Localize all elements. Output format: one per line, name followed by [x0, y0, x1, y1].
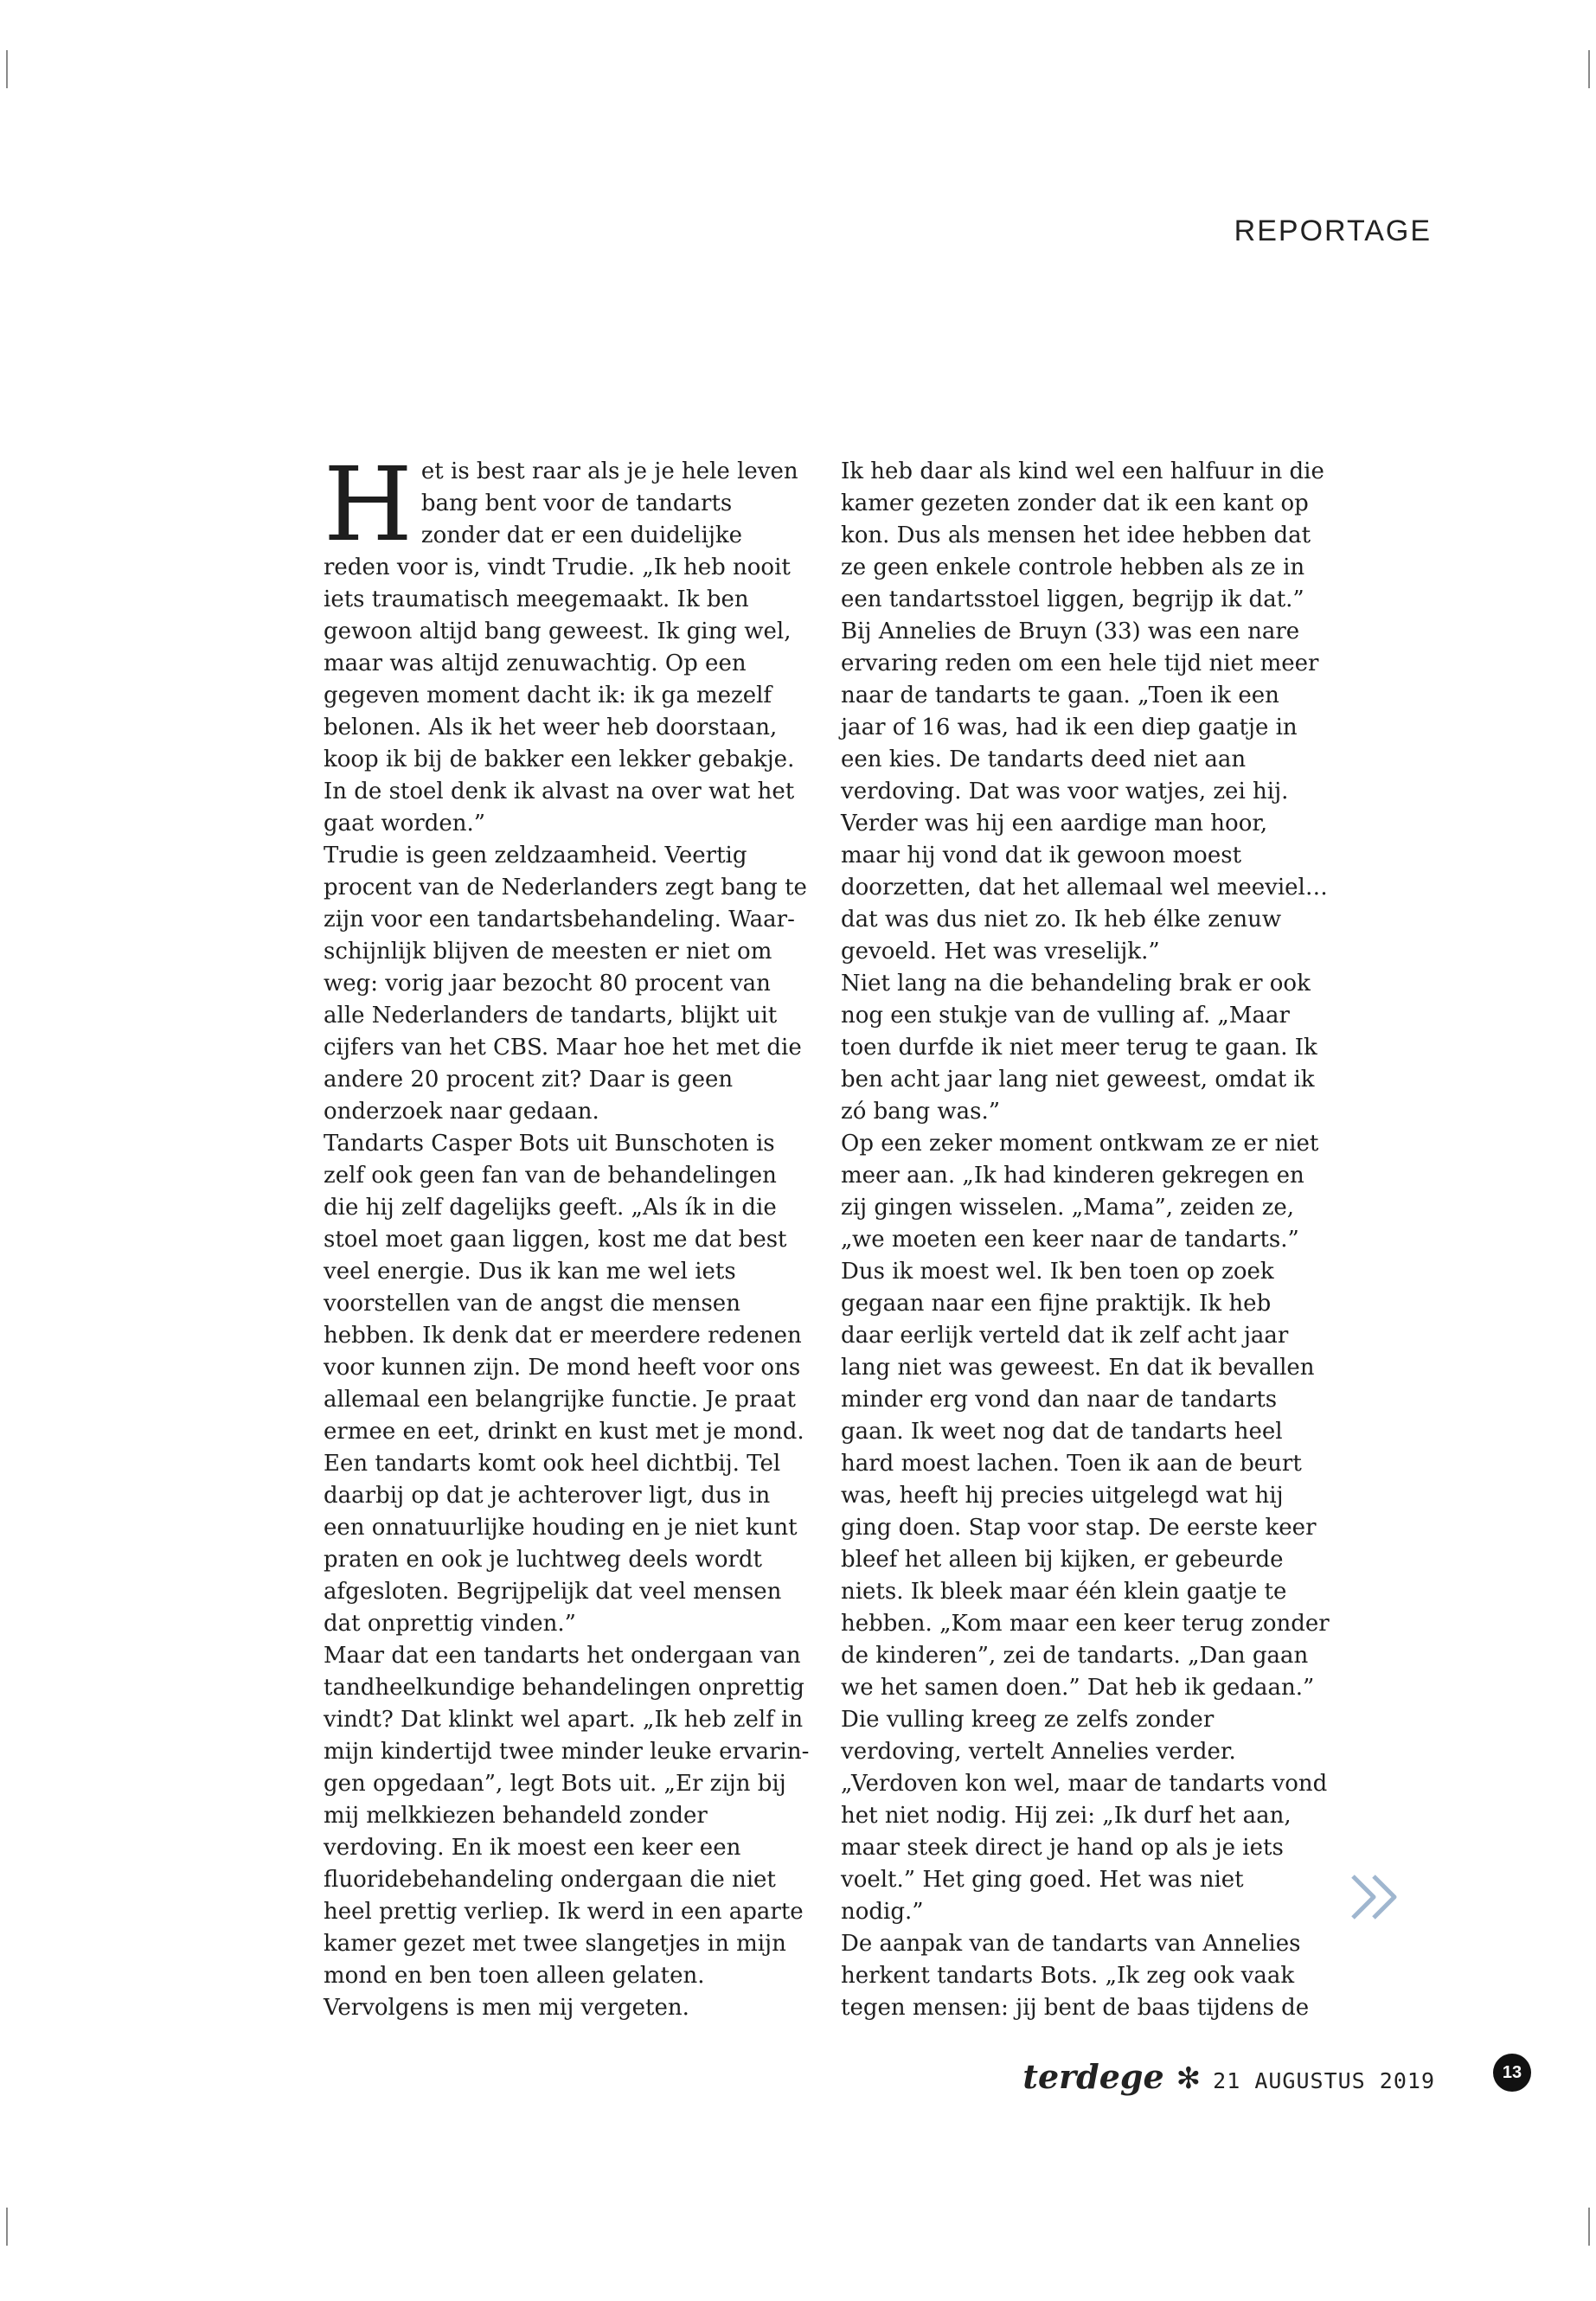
magazine-logo: terdege [1022, 2057, 1164, 2096]
article-paragraph: Op een zeker moment ontkwam ze er niet meer aan. „Ik had kinderen gekregen en zij gingen wisselen. „Mama”, zeiden ze, „we moeten een keer naar de tandarts.” Dus ik moest wel. Ik ben toen op zoek gegaan naar een fijne praktijk. Ik heb daar eerlijk verteld dat ik zelf acht jaar lang niet was geweest. En dat ik bevallen minder erg vond dan naar de tandarts gaan. Ik weet nog dat de tandarts heel hard moest lachen. Toen ik aan de beurt was, heeft hij precies uitgelegd wat hij ging doen. Stap voor stap. De eerste keer bleef het alleen bij kijken, er gebeurde niets. Ik bleek maar één klein gaatje te hebben. „Kom maar een keer terug zonder de kinderen”, zei de tandarts. „Dan gaan we het samen doen.” Dat heb ik gedaan.” [841, 1131, 1330, 1701]
page-number: 13 [1493, 2054, 1531, 2092]
article-column-left [324, 445, 812, 2024]
article-paragraph [324, 445, 812, 840]
issue-date: 21 AUGUSTUS 2019 [1213, 2068, 1435, 2093]
separator-star-icon: ✻ [1176, 2061, 1202, 2096]
article-paragraph: Ik heb daar als kind wel een halfuur in die kamer gezeten zonder dat ik een kant op kon. Dus als mensen het idee hebben dat ze geen enkele controle hebben als ze in een tandartsstoel liggen, begrijp ik dat.” [841, 458, 1324, 612]
crop-mark-top-right [1588, 50, 1590, 88]
paragraph-text: et is best raar als je je hele leven bang bent voor de tandarts zonder dat er een duidelijke reden voor is, vindt Trudie. „Ik heb nooit iets traumatisch meegemaakt. Ik ben gewoon altijd bang geweest. Ik ging wel, maar was altijd zenuwachtig. Op een gegeven moment dacht ik: ik ga mezelf belonen. Als ik het weer heb doorstaan, koop ik bij de bakker een lekker gebakje. In de stoel denk ik alvast na over wat het gaat worden.” [324, 458, 798, 836]
crop-mark-bottom-right [1588, 2208, 1590, 2246]
article-paragraph: Niet lang na die behandeling brak er ook nog een stukje van de vulling af. „Maar toen durfde ik niet meer terug te gaan. Ik ben acht jaar lang niet geweest, omdat ik zó bang was.” [841, 971, 1317, 1125]
article-paragraph: Tandarts Casper Bots uit Bunschoten is zelf ook geen fan van de behandelingen die hij zelf dagelijks geeft. „Als ík in die stoel moet gaan liggen, kost me dat best veel energie. Dus ik kan me wel iets voorstellen van de angst die mensen hebben. Ik denk dat er meerdere redenen voor kunnen zijn. De mond heeft voor ons allemaal een belangrijke functie. Je praat ermee en eet, drinkt en kust met je mond. Een tandarts komt ook heel dichtbij. Tel daarbij op dat je achterover ligt, dus in een onnatuurlijke houding en je niet kunt praten en ook je luchtweg deels wordt afgesloten. Begrijpelijk dat veel mensen dat onprettig vinden.” [324, 1131, 804, 1637]
article-paragraph: Trudie is geen zeldzaamheid. Veertig procent van de Nederlanders zegt bang te zijn voor een tandartsbehandeling. Waarschijnlijk blijven de meesten er niet om weg: vorig jaar bezocht 80 procent van alle Nederlanders de tandarts, blijkt uit cijfers van het CBS. Maar hoe het met die andere 20 procent zit? Daar is geen onderzoek naar gedaan. [324, 843, 807, 1125]
dropcap: H [324, 445, 413, 564]
article-column-right [841, 456, 1330, 2024]
crop-mark-bottom-left [6, 2208, 8, 2246]
article-paragraph: Die vulling kreeg ze zelfs zonder verdoving, vertelt Annelies verder. „Verdoven kon wel, maar de tandarts vond het niet nodig. Hij zei: „Ik durf het aan, maar steek direct je hand op als je iets voelt.” Het ging goed. Het was niet nodig.” [841, 1707, 1328, 1925]
article-paragraph: De aanpak van de tandarts van Annelies herkent tandarts Bots. „Ik zeg ook vaak tegen mensen: jij bent de baas tijdens de [841, 1931, 1310, 2021]
footer [1022, 2057, 1435, 2096]
section-label: REPORTAGE [1234, 215, 1432, 247]
article-paragraph: Bij Annelies de Bruyn (33) was een nare ervaring reden om een hele tijd niet meer naar de tandarts te gaan. „Toen ik een jaar of 16 was, had ik een diep gaatje in een kies. De tandarts deed niet aan verdoving. Dat was voor watjes, zei hij. Verder was hij een aardige man hoor, maar hij vond dat ik gewoon moest doorzetten, dat het allemaal wel meeviel… dat was dus niet zo. Ik heb élke zenuw gevoeld. Het was vreselijk.” [841, 619, 1328, 965]
crop-mark-top-left [6, 50, 8, 88]
article-paragraph: Maar dat een tandarts het ondergaan van tandheelkundige behandelingen onprettig vindt? Dat klinkt wel apart. „Ik heb zelf in mijn kindertijd twee minder leuke ervaringen opgedaan”, legt Bots uit. „Er zijn bij mij melkkiezen behandeld zonder verdoving. En ik moest een keer een fluoridebehandeling ondergaan die niet heel prettig verliep. Ik werd in een aparte kamer gezet met twee slangetjes in mijn mond en ben toen alleen gelaten. Vervolgens is men mij vergeten. [324, 1643, 810, 2021]
continue-arrow-icon [1348, 1871, 1407, 1923]
